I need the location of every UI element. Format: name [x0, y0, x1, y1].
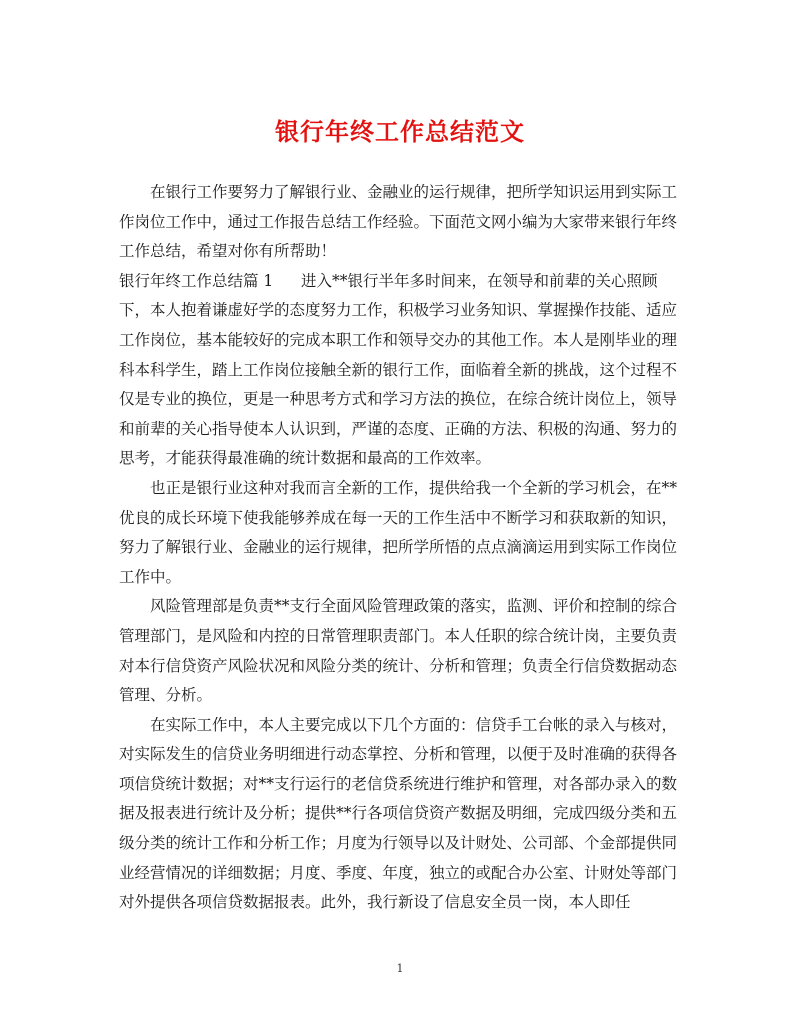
page-number: 1 — [396, 962, 404, 975]
paragraph-3: 风险管理部是负责**支行全面风险管理政策的落实，监测、评价和控制的综合管理部门，是风险和内控的日常管理职责部门。本人任职的综合统计岗，主要负责对本行信贷资产风险状况和风险分类的统计、分析和管理；负责全行信贷数据动态管理、分析。 — [119, 597, 678, 705]
document-title: 银行年终工作总结范文 — [275, 117, 525, 146]
paragraph-1: 进入**银行半年多时间来，在领导和前辈的关心照顾下，本人抱着谦虚好学的态度努力工作，积极学习业务知识、掌握操作技能、适应工作岗位，基本能较好的完成本职工作和领导交办的其他工作。本人是刚毕业的理科本科学生，踏上工作岗位接触全新的银行工作，面临着全新的挑战，这个过程不仅是专业的换位，更是一种思考方式和学习方法的换位，在综合统计岗位上，领导和前辈的关心指导使本人认识到，严谨的态度、正确的方法、积极的沟通、努力的思考，才能获得最准确的统计数据和最高的工作效率。 — [119, 271, 678, 468]
section-heading: 银行年终工作总结篇 1 — [119, 271, 274, 290]
intro-paragraph: 在银行工作要努力了解银行业、金融业的运行规律，把所学知识运用到实际工作岗位工作中，通过工作报告总结工作经验。下面范文网小编为大家带来银行年终工作总结，希望对你有所帮助！ — [119, 183, 678, 261]
document-body — [119, 178, 679, 918]
section-1-paragraph — [119, 267, 679, 474]
paragraph-4: 在实际工作中，本人主要完成以下几个方面的：信贷手工台帐的录入与核对，对实际发生的信贷业务明细进行动态掌控、分析和管理，以便于及时准确的获得各项信贷统计数据；对**支行运行的老信贷系统进行维护和管理，对各部办录入的数据及报表进行统计及分析；提供**行各项信贷资产数据及明细，完成四级分类和五级分类的统计工作和分析工作；月度为行领导以及计财处、公司部、个金部提供同业经营情况的详细数据；月度、季度、年度，独立的或配合办公室、计财处等部门对外提供各项信贷数据报表。此外，我行新设了信息安全员一岗，本人即任 — [119, 715, 678, 912]
paragraph-2: 也正是银行业这种对我而言全新的工作，提供给我一个全新的学习机会，在**优良的成长环境下使我能够养成在每一天的工作生活中不断学习和获取新的知识，努力了解银行业、金融业的运行规律，把所学所悟的点点滴滴运用到实际工作岗位工作中。 — [119, 478, 678, 586]
